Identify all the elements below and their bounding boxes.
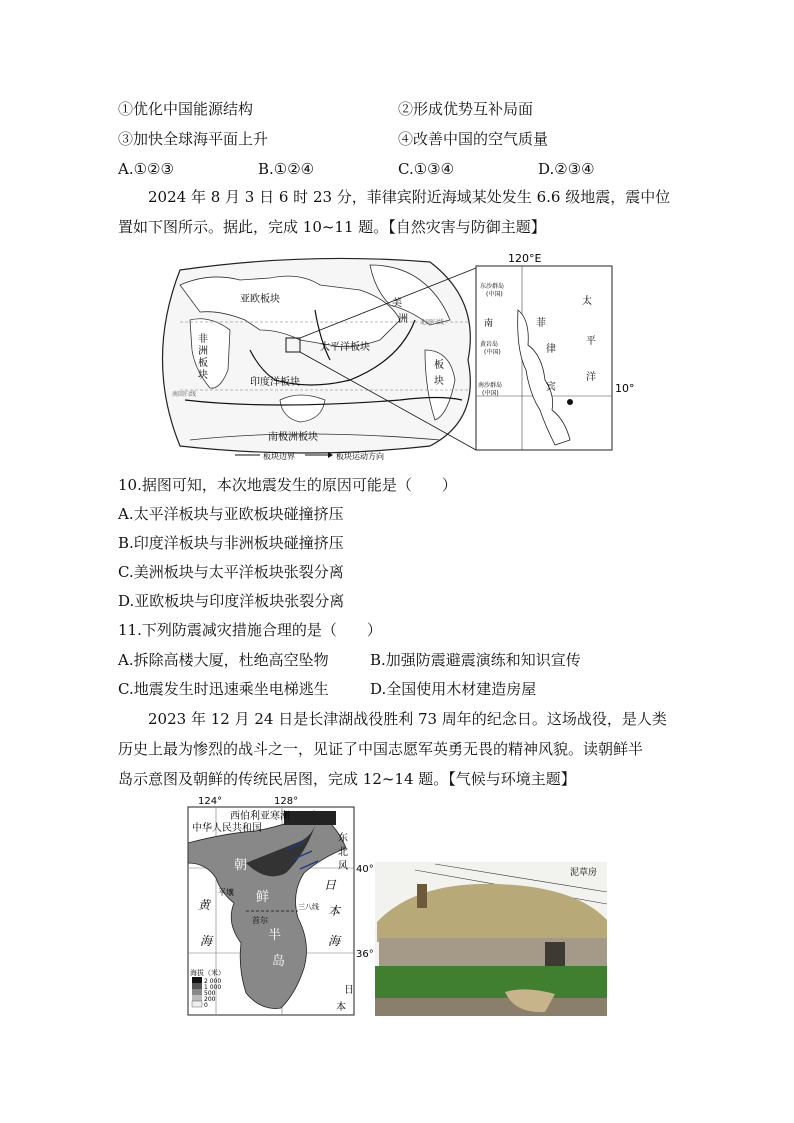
legend-motion-label: 板块运动方向 [336, 452, 384, 461]
africa-plate-char-3: 板 [198, 358, 208, 369]
legend-boundary-label: 板块边界 [263, 452, 295, 461]
africa-plate-char-4: 块 [198, 370, 208, 381]
legend-value-2000: 2 000 [204, 978, 222, 985]
intro-12-14-line1: 2023 年 12 月 24 日是长津湖战役胜利 73 周年的纪念日。这场战役，是人类 [148, 710, 667, 728]
japan-char-2: 本 [336, 1002, 346, 1013]
japan-char-1: 日 [344, 985, 354, 996]
world-map [163, 258, 477, 453]
america-plate-char-2: 洲 [398, 314, 408, 325]
legend-value-500: 500 [204, 990, 216, 997]
plate-label-eurasia: 亚欧板块 [240, 294, 280, 305]
siberia-coldwave-area [284, 811, 336, 825]
island-dongsha-name: 东沙群岛 [480, 283, 505, 290]
window [545, 942, 565, 970]
q11-option-d: D.全国使用木材建造房屋 [370, 680, 537, 698]
intro-12-14-line3: 岛示意图及朝鲜的传统民居图，完成 12~14 题。【气候与环境主题】 [118, 770, 576, 788]
q10-stem: 10.据图可知，本次地震发生的原因可能是（ ） [118, 476, 457, 494]
intro-12-14-line2: 历史上最为惨烈的战斗之一，见证了中国志愿军英勇无畏的精神风貌。读朝鲜半 [118, 740, 644, 758]
epicenter-marker [567, 399, 573, 405]
q11-option-a: A.拆除高楼大厦，杜绝高空坠物 [118, 651, 329, 669]
wind-char-3: 风 [338, 861, 348, 872]
america-plate-char-1: 美 [392, 298, 402, 309]
city-pyongyang: 平壤 [218, 888, 234, 897]
q10-option-d: D.亚欧板块与印度洋板块张裂分离 [118, 592, 345, 610]
intro-10-11-line2: 置如下图所示。据此，完成 10~11 题。【自然灾害与防御主题】 [118, 218, 546, 236]
america-plate-char-4: 块 [434, 376, 444, 387]
legend-value-0: 0 [204, 1002, 208, 1009]
peninsula-char-1: 朝 [234, 858, 248, 873]
legend-swatch-3 [192, 989, 202, 995]
island-nansha-note: (中国) [482, 390, 499, 397]
line-38-label: 三八线 [298, 903, 319, 911]
sea-of-japan-char-1: 日 [324, 878, 337, 892]
pacific-char-3: 洋 [586, 372, 596, 383]
lat-label-40: 40° [356, 864, 374, 875]
ground [375, 998, 607, 1016]
island-nansha-name: 南沙群岛 [478, 382, 503, 389]
option-4: ④改善中国的空气质量 [398, 130, 549, 148]
lon-label-128: 128° [274, 796, 299, 807]
legend-value-200: 200 [204, 996, 216, 1003]
philippines-char-3: 宾 [546, 382, 556, 393]
america-plate-char-3: 板 [434, 360, 444, 371]
legend-swatch-1 [192, 977, 202, 983]
choice-b: B.①②④ [258, 160, 315, 178]
tropic-of-capricorn-label: 南回归线 [172, 391, 197, 398]
option-2: ②形成优势互补局面 [398, 100, 534, 118]
chimney [417, 884, 427, 908]
yellow-sea-char-1: 黄 [198, 898, 211, 912]
island-huangyan-name: 黄岩岛 [480, 341, 499, 348]
option-1: ①优化中国能源结构 [118, 100, 254, 118]
legend-title: 海拔（米） [190, 969, 225, 977]
peninsula-char-4: 岛 [272, 954, 286, 969]
lat-label-36: 36° [356, 949, 374, 960]
hedge [375, 966, 607, 1000]
africa-plate-char-2: 洲 [198, 346, 208, 357]
yellow-sea-char-2: 海 [200, 934, 213, 948]
legend-value-1000: 1 000 [204, 984, 222, 991]
inset-longitude: 120°E [508, 252, 542, 265]
island-huangyan-note: (中国) [484, 349, 501, 356]
sea-of-japan-char-2: 本 [328, 904, 341, 918]
siberia-coldwave-label: 西伯利亚寒潮 [230, 811, 290, 822]
q11-option-c: C.地震发生时迅速乘坐电梯逃生 [118, 680, 329, 698]
option-3: ③加快全球海平面上升 [118, 130, 269, 148]
peninsula-char-2: 鲜 [256, 890, 270, 905]
inset-latitude: 10° [615, 382, 635, 395]
inset-south-label: 南 [484, 319, 494, 329]
lon-label-124: 124° [198, 796, 223, 807]
legend-swatch-4 [192, 995, 202, 1001]
house-label: 泥草房 [570, 868, 598, 878]
tropic-of-cancer-label: 北回归线 [420, 319, 445, 326]
china-label: 中华人民共和国 [192, 823, 262, 834]
plate-label-pacific: 太平洋板块 [320, 342, 370, 353]
intro-10-11-line1: 2024 年 8 月 3 日 6 时 23 分，菲律宾附近海域某处发生 6.6 级地震，震中位 [148, 188, 671, 206]
korea-map-figure [186, 793, 376, 1018]
plate-map-figure [150, 250, 635, 468]
q10-option-b: B.印度洋板块与非洲板块碰撞挤压 [118, 534, 344, 552]
pacific-char-2: 平 [586, 336, 596, 347]
wind-char-2: 北 [338, 847, 348, 858]
philippines-char-2: 律 [546, 344, 556, 355]
q10-option-c: C.美洲板块与太平洋板块张裂分离 [118, 563, 344, 581]
island-dongsha-note: (中国) [486, 291, 503, 298]
legend-swatch-2 [192, 983, 202, 989]
africa-plate-char-1: 非 [198, 334, 208, 345]
peninsula-char-3: 半 [268, 928, 282, 943]
q10-option-a: A.太平洋板块与亚欧板块碰撞挤压 [118, 505, 344, 523]
choice-d: D.②③④ [538, 160, 595, 178]
wind-char-1: 东 [338, 833, 348, 844]
plate-label-indian: 印度洋板块 [250, 377, 300, 388]
pacific-char-1: 太 [582, 296, 592, 307]
q11-option-b: B.加强防震避震演练和知识宣传 [370, 651, 581, 669]
q11-stem: 11.下列防震减灾措施合理的是（ ） [118, 621, 382, 639]
philippines-char-1: 菲 [536, 318, 546, 329]
plate-label-antarctic: 南极洲板块 [268, 432, 318, 443]
sea-of-japan-char-3: 海 [328, 934, 341, 948]
mud-grass-house-photo [375, 862, 607, 1016]
choice-c: C.①③④ [398, 160, 455, 178]
city-seoul: 首尔 [252, 916, 268, 925]
legend-swatch-5 [192, 1001, 202, 1007]
choice-a: A.①②③ [118, 160, 174, 178]
